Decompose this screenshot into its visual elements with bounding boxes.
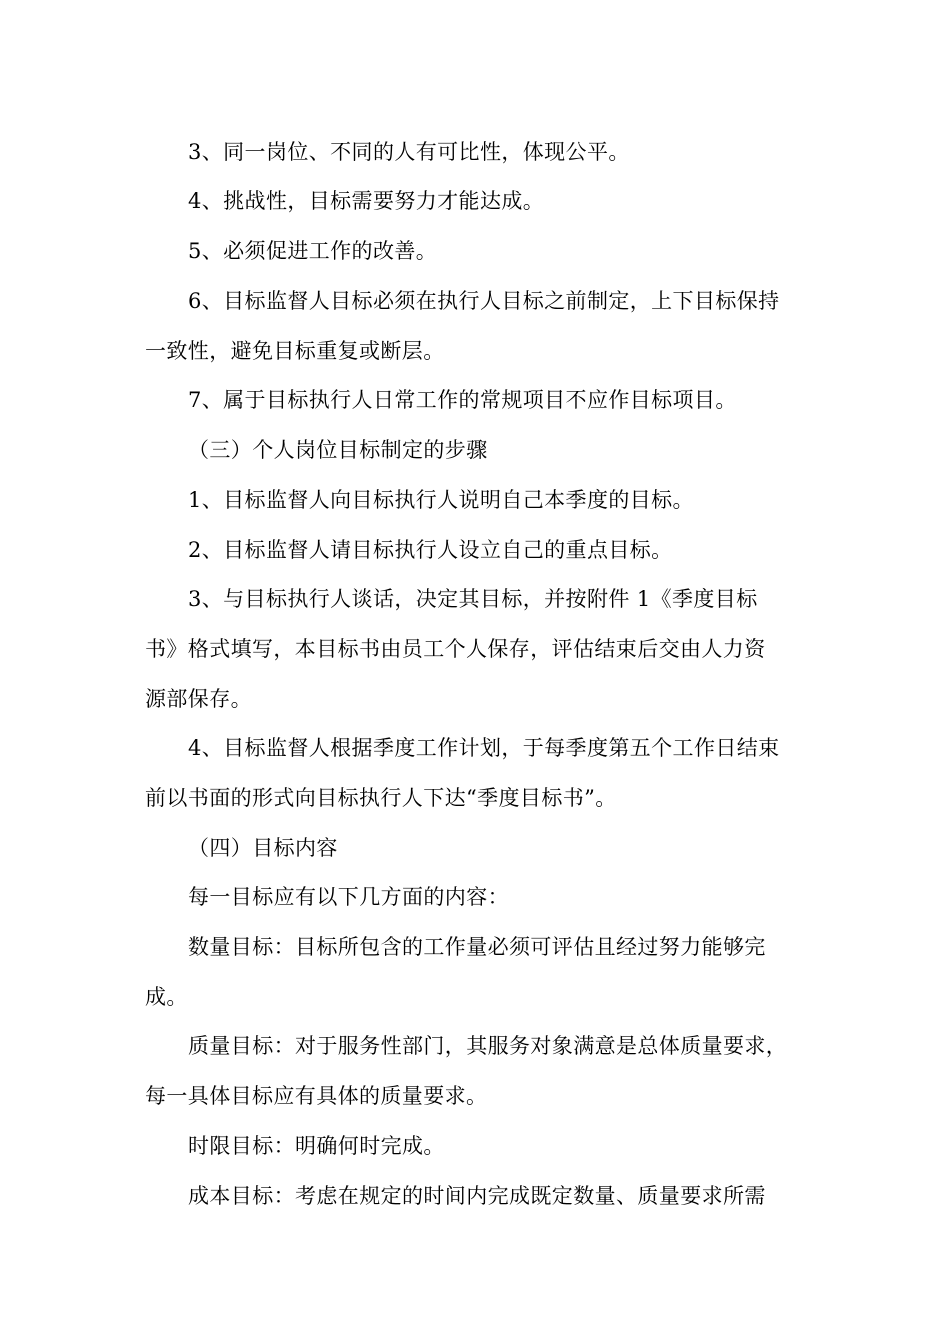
quantity-goal-continued: 成。 — [145, 985, 188, 1009]
step-item-4-continued: 前以书面的形式向目标执行人下达“季度目标书”。 — [145, 786, 617, 810]
list-item-7: 7、属于目标执行人日常工作的常规项目不应作目标项目。 — [188, 388, 737, 412]
section-heading-4: （四）目标内容 — [188, 836, 338, 860]
cost-goal: 成本目标：考虑在规定的时间内完成既定数量、质量要求所需 — [188, 1184, 766, 1208]
content-intro: 每一目标应有以下几方面的内容： — [188, 885, 509, 909]
list-item-3: 3、同一岗位、不同的人有可比性，体现公平。 — [188, 140, 630, 164]
step-item-4: 4、目标监督人根据季度工作计划，于每季度第五个工作日结束 — [188, 736, 780, 760]
list-item-6-continued: 一致性，避免目标重复或断层。 — [145, 339, 445, 363]
list-item-4: 4、挑战性，目标需要努力才能达成。 — [188, 189, 545, 213]
step-item-3: 3、与目标执行人谈话，决定其目标，并按附件 1《季度目标 — [188, 587, 758, 611]
quality-goal-continued: 每一具体目标应有具体的质量要求。 — [145, 1084, 488, 1108]
time-goal: 时限目标：明确何时完成。 — [188, 1134, 445, 1158]
list-item-5: 5、必须促进工作的改善。 — [188, 239, 438, 263]
step-item-3-continued-2: 源部保存。 — [145, 687, 252, 711]
quantity-goal: 数量目标：目标所包含的工作量必须可评估且经过努力能够完 — [188, 935, 766, 959]
step-item-3-continued: 书》格式填写，本目标书由员工个人保存，评估结束后交由人力资 — [145, 637, 766, 661]
quality-goal: 质量目标：对于服务性部门，其服务对象满意是总体质量要求， — [188, 1034, 788, 1058]
section-heading-3: （三）个人岗位目标制定的步骤 — [188, 438, 488, 462]
list-item-6: 6、目标监督人目标必须在执行人目标之前制定，上下目标保持 — [188, 289, 780, 313]
step-item-2: 2、目标监督人请目标执行人设立自己的重点目标。 — [188, 538, 673, 562]
step-item-1: 1、目标监督人向目标执行人说明自己本季度的目标。 — [188, 488, 694, 512]
